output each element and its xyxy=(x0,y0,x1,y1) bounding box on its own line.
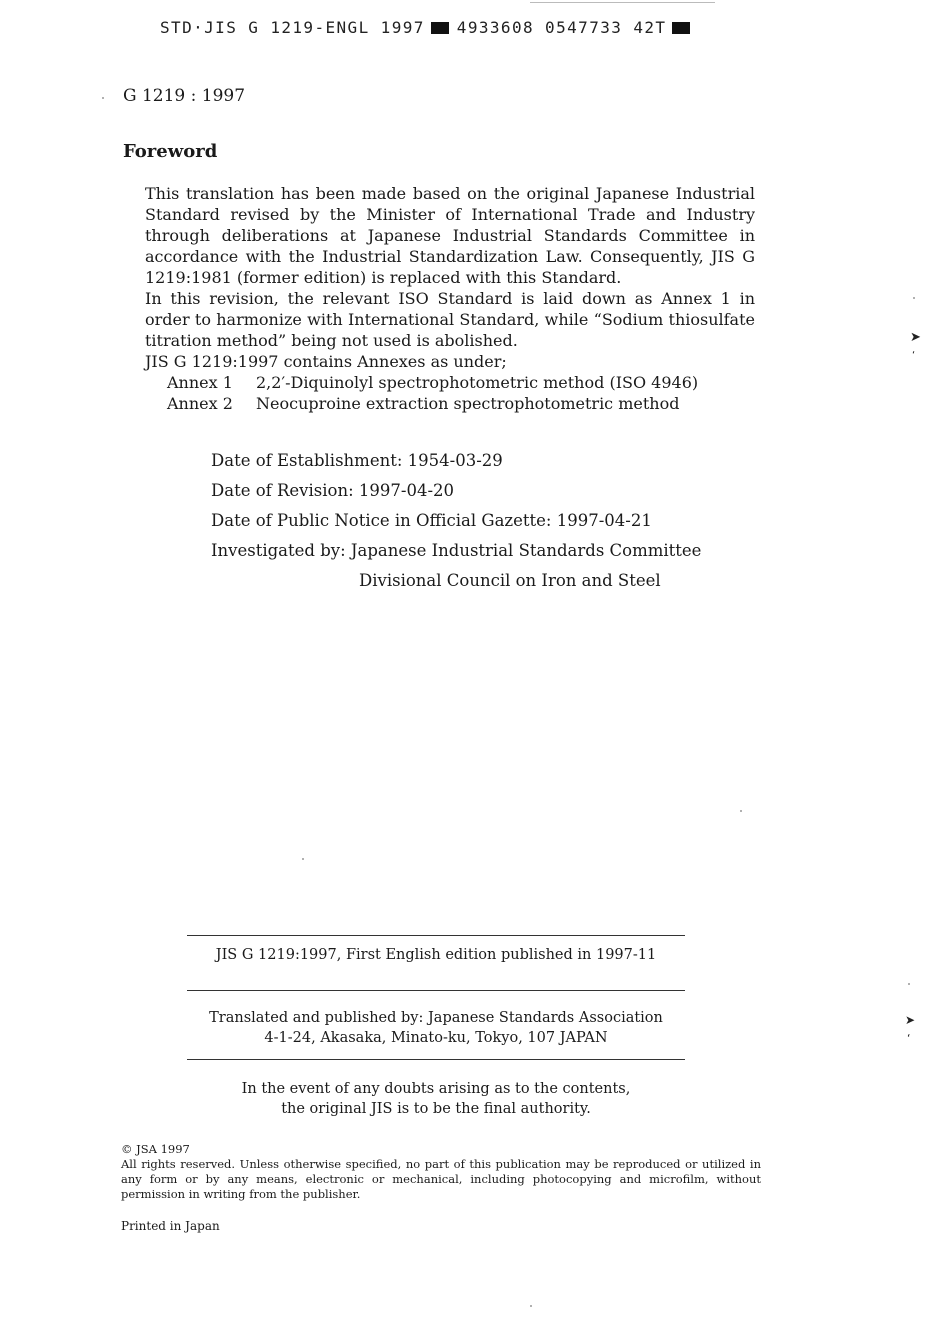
redaction-block xyxy=(672,22,690,34)
printed-in: Printed in Japan xyxy=(121,1219,220,1233)
date-revision: Date of Revision: 1997-04-20 xyxy=(211,481,455,500)
annex-label: Annex 2 xyxy=(167,394,233,413)
translated-by: Translated and published by: Japanese Standards Association xyxy=(209,1010,663,1026)
foreword-paragraph: In this revision, the relevant ISO Standard is laid down as Annex 1 in order to harmonize with International Standard, while “Sodium thiosulfate titration method” being not used is abolished. xyxy=(145,289,755,350)
annex-title: 2,2′-Diquinolyl spectrophotometric method (ISO 4946) xyxy=(256,373,699,392)
doc-number: G 1219 : 1997 xyxy=(123,86,246,106)
scan-speck xyxy=(913,297,915,299)
annex-label: Annex 1 xyxy=(167,373,233,392)
scan-speck xyxy=(740,810,742,812)
authority-note-line: In the event of any doubts arising as to the contents, xyxy=(241,1081,631,1097)
foreword-paragraph: This translation has been made based on the original Japanese Industrial Standard revised by the Minister of International Trade and Industry through deliberations at Japanese Industrial Standards Committee in accordance with the Industrial Standardization Law. Consequently, JIS G 1219:1981 (former edition) is replaced with this Standard. xyxy=(145,184,755,287)
foreword-body xyxy=(145,183,755,414)
annex-item xyxy=(145,372,755,393)
header-stamp xyxy=(160,18,698,37)
date-public-notice: Date of Public Notice in Official Gazette: 1997-04-21 xyxy=(211,511,652,530)
header-stamp-left: STD·JIS G 1219-ENGL 1997 xyxy=(160,18,425,37)
copyright-block xyxy=(121,1142,761,1202)
annex-title: Neocuproine extraction spectrophotometric method xyxy=(256,394,680,413)
dates-block xyxy=(211,446,701,596)
scan-speck xyxy=(530,1305,532,1307)
foreword-heading: Foreword xyxy=(123,141,218,162)
date-establishment: Date of Establishment: 1954-03-29 xyxy=(211,451,503,470)
scan-mark-icon: ➤ xyxy=(905,1013,916,1027)
divisional-council: Divisional Council on Iron and Steel xyxy=(359,571,661,590)
annex-intro: JIS G 1219:1997 contains Annexes as under; xyxy=(145,352,507,371)
publisher-address: 4-1-24, Akasaka, Minato-ku, Tokyo, 107 JAPAN xyxy=(264,1030,608,1046)
redaction-block xyxy=(431,22,449,34)
divider-rule xyxy=(187,935,685,936)
divider-rule xyxy=(187,990,685,991)
authority-note-line: the original JIS is to be the final authority. xyxy=(281,1101,591,1117)
header-stamp-mid: 4933608 0547733 42T xyxy=(456,18,667,37)
scan-speck xyxy=(908,983,910,985)
publisher-block xyxy=(187,1008,685,1048)
divider-rule xyxy=(187,1059,685,1060)
rights-statement: All rights reserved. Unless otherwise specified, no part of this publication may be reproduced or utilized in any form or by any means, electronic or mechanical, including photocopying and microfilm, without permission in writing from the publisher. xyxy=(121,1157,761,1201)
scan-speck xyxy=(102,97,104,99)
copyright-notice: © JSA 1997 xyxy=(121,1142,190,1156)
scan-speck xyxy=(302,858,304,860)
annex-item xyxy=(145,393,755,414)
scan-mark-icon: ‘ xyxy=(912,350,916,361)
scan-mark-icon: ‘ xyxy=(907,1032,911,1045)
edition-line: JIS G 1219:1997, First English edition published in 1997-11 xyxy=(215,947,657,963)
scan-mark-icon: ➤ xyxy=(910,330,921,345)
header-rule xyxy=(530,2,715,3)
authority-note xyxy=(187,1079,685,1119)
investigated-by: Investigated by: Japanese Industrial Standards Committee xyxy=(211,541,702,560)
